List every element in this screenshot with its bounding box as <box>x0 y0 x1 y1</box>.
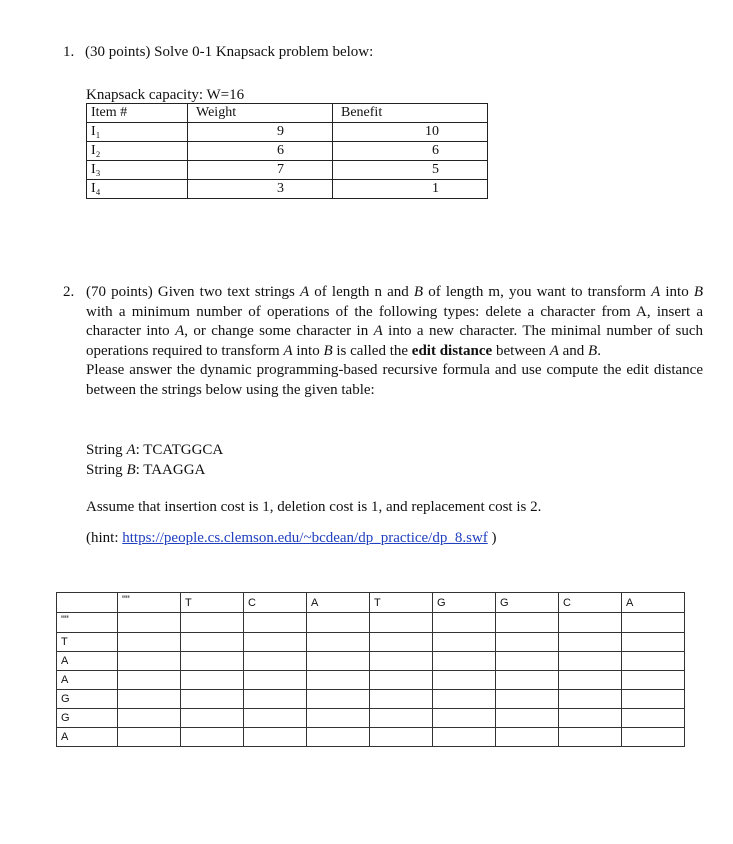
table-cell[interactable] <box>181 613 244 633</box>
table-cell[interactable] <box>307 633 370 652</box>
table-cell[interactable] <box>118 613 181 633</box>
weight-cell: 9 <box>188 123 333 142</box>
weight-cell: 7 <box>188 161 333 180</box>
table-cell[interactable] <box>496 690 559 709</box>
table-cell[interactable] <box>433 652 496 671</box>
table-cell[interactable] <box>244 728 307 747</box>
knapsack-row <box>87 161 488 180</box>
table-cell[interactable] <box>118 728 181 747</box>
var-a: A <box>549 342 559 359</box>
table-cell[interactable] <box>118 652 181 671</box>
hint-prefix: (hint: <box>86 530 123 546</box>
row-header: A <box>57 671 118 690</box>
string-b-value: : TAAGGA <box>135 461 206 478</box>
table-cell[interactable] <box>496 728 559 747</box>
table-row <box>57 690 685 709</box>
benefit-cell: 10 <box>333 123 488 142</box>
table-cell[interactable] <box>496 633 559 652</box>
benefit-cell: 6 <box>333 142 488 161</box>
hint-line <box>86 530 497 547</box>
table-cell[interactable] <box>433 633 496 652</box>
text-run: , or change some character in <box>184 323 374 339</box>
cost-assumption: Assume that insertion cost is 1, deletion cost is 1, and replacement cost is 2. <box>86 499 542 515</box>
table-cell[interactable] <box>244 690 307 709</box>
text-run: . <box>597 342 601 359</box>
col-header: A <box>307 593 370 613</box>
text-run: and <box>558 342 589 359</box>
table-row <box>57 671 685 690</box>
var-b: B <box>323 342 333 359</box>
table-cell[interactable] <box>496 613 559 633</box>
col-header: "" <box>118 593 181 613</box>
question-2 <box>63 283 703 400</box>
table-cell[interactable] <box>118 709 181 728</box>
text-run: of length m, you want to transform <box>423 284 652 300</box>
table-cell[interactable] <box>181 652 244 671</box>
table-cell[interactable] <box>559 709 622 728</box>
table-cell[interactable] <box>370 671 433 690</box>
table-cell[interactable] <box>559 728 622 747</box>
table-cell[interactable] <box>244 652 307 671</box>
knapsack-header-row <box>87 104 488 123</box>
table-cell[interactable] <box>559 652 622 671</box>
text-run: into a new character. The minimal number of such operations required to transform <box>86 323 704 359</box>
header-benefit: Benefit <box>333 104 488 123</box>
table-cell[interactable] <box>622 728 685 747</box>
table-cell[interactable] <box>181 633 244 652</box>
question-1-number: 1. <box>63 44 75 60</box>
table-cell[interactable] <box>559 613 622 633</box>
col-header: C <box>559 593 622 613</box>
text-run: is called the <box>332 342 412 359</box>
table-cell[interactable] <box>244 671 307 690</box>
question-1-heading <box>63 44 373 61</box>
var-b: B <box>588 342 598 359</box>
input-strings <box>86 441 223 480</box>
knapsack-capacity: Knapsack capacity: W=16 <box>86 87 245 103</box>
table-cell[interactable] <box>118 671 181 690</box>
text-run: (70 points) Given two text strings <box>86 284 301 300</box>
table-cell[interactable] <box>370 728 433 747</box>
text-run: into <box>660 284 694 300</box>
table-cell[interactable] <box>181 728 244 747</box>
text-run: between <box>492 342 550 359</box>
table-cell[interactable] <box>370 709 433 728</box>
string-a-value: : TCATGGCA <box>135 442 224 458</box>
table-header-row <box>57 593 685 613</box>
hint-suffix: ) <box>487 530 497 546</box>
table-cell[interactable] <box>307 690 370 709</box>
table-row <box>57 652 685 671</box>
table-cell[interactable] <box>622 613 685 633</box>
table-cell[interactable] <box>433 690 496 709</box>
knapsack-row <box>87 123 488 142</box>
header-item: Item # <box>87 104 188 123</box>
table-cell[interactable] <box>181 709 244 728</box>
col-header: T <box>181 593 244 613</box>
weight-cell: 3 <box>188 180 333 199</box>
text-run: of length n and <box>309 284 414 300</box>
knapsack-table <box>86 103 488 199</box>
table-cell[interactable] <box>433 728 496 747</box>
table-cell[interactable] <box>370 652 433 671</box>
hint-link[interactable]: https://people.cs.clemson.edu/~bcdean/dp_practice/dp_8.swf <box>122 530 488 546</box>
var-b: B <box>413 284 424 300</box>
question-2-paragraph-1 <box>86 283 703 361</box>
item-cell: I₁ <box>87 123 188 142</box>
table-cell[interactable] <box>559 633 622 652</box>
row-header: "" <box>57 613 118 633</box>
col-header: A <box>622 593 685 613</box>
col-header: T <box>370 593 433 613</box>
table-cell[interactable] <box>496 671 559 690</box>
var-a: A <box>126 442 136 458</box>
table-row <box>57 728 685 747</box>
edit-distance-term: edit distance <box>411 342 493 359</box>
table-cell[interactable] <box>559 690 622 709</box>
table-row <box>57 709 685 728</box>
row-header: G <box>57 690 118 709</box>
item-cell: I₃ <box>87 161 188 180</box>
table-cell[interactable] <box>433 671 496 690</box>
table-cell[interactable] <box>622 690 685 709</box>
string-a-line <box>86 441 223 461</box>
table-cell[interactable] <box>370 633 433 652</box>
knapsack-row <box>87 142 488 161</box>
table-cell[interactable] <box>307 728 370 747</box>
table-cell[interactable] <box>307 671 370 690</box>
benefit-cell: 1 <box>333 180 488 199</box>
table-cell[interactable] <box>496 652 559 671</box>
table-cell[interactable] <box>622 709 685 728</box>
var-b: B <box>126 461 136 478</box>
table-cell[interactable] <box>181 671 244 690</box>
item-cell: I₂ <box>87 142 188 161</box>
table-cell[interactable] <box>622 652 685 671</box>
header-weight: Weight <box>188 104 333 123</box>
row-header: A <box>57 728 118 747</box>
table-cell[interactable] <box>307 613 370 633</box>
var-a: A <box>283 342 293 359</box>
table-cell[interactable] <box>370 690 433 709</box>
var-a: A <box>651 284 661 300</box>
table-cell[interactable] <box>370 613 433 633</box>
table-cell[interactable] <box>244 613 307 633</box>
var-a: A <box>175 323 185 339</box>
question-2-paragraph-2: Please answer the dynamic programming-based recursive formula and use compute the edit distance between the strings below using the given table: <box>86 362 703 398</box>
table-cell[interactable] <box>181 690 244 709</box>
table-cell[interactable] <box>433 613 496 633</box>
row-header: A <box>57 652 118 671</box>
text-run: String <box>86 442 127 458</box>
table-cell[interactable] <box>559 671 622 690</box>
table-cell[interactable] <box>622 671 685 690</box>
table-cell[interactable] <box>433 709 496 728</box>
col-header: C <box>244 593 307 613</box>
row-header: T <box>57 633 118 652</box>
text-run: into <box>292 342 324 359</box>
table-cell[interactable] <box>622 633 685 652</box>
table-cell[interactable] <box>118 690 181 709</box>
edit-distance-table <box>56 592 685 747</box>
table-cell[interactable] <box>118 633 181 652</box>
table-cell[interactable] <box>307 709 370 728</box>
table-cell[interactable] <box>244 709 307 728</box>
col-header: G <box>496 593 559 613</box>
question-1-text: (30 points) Solve 0-1 Knapsack problem below: <box>85 44 374 60</box>
string-b-line <box>86 461 223 481</box>
knapsack-row <box>87 180 488 199</box>
var-b: B <box>693 284 703 300</box>
table-cell[interactable] <box>496 709 559 728</box>
item-cell: I₄ <box>87 180 188 199</box>
question-2-number: 2. <box>63 284 75 300</box>
benefit-cell: 5 <box>333 161 488 180</box>
corner-cell <box>57 593 118 613</box>
table-row <box>57 613 685 633</box>
var-a: A <box>373 323 383 339</box>
col-header: G <box>433 593 496 613</box>
table-cell[interactable] <box>244 633 307 652</box>
row-header: G <box>57 709 118 728</box>
table-row <box>57 633 685 652</box>
question-2-body <box>86 283 703 400</box>
var-a: A <box>300 284 310 300</box>
text-run: String <box>86 461 127 478</box>
table-cell[interactable] <box>307 652 370 671</box>
weight-cell: 6 <box>188 142 333 161</box>
text-run: with a minimum number of operations of the following types: delete a character from A, insert a character into <box>86 303 703 339</box>
